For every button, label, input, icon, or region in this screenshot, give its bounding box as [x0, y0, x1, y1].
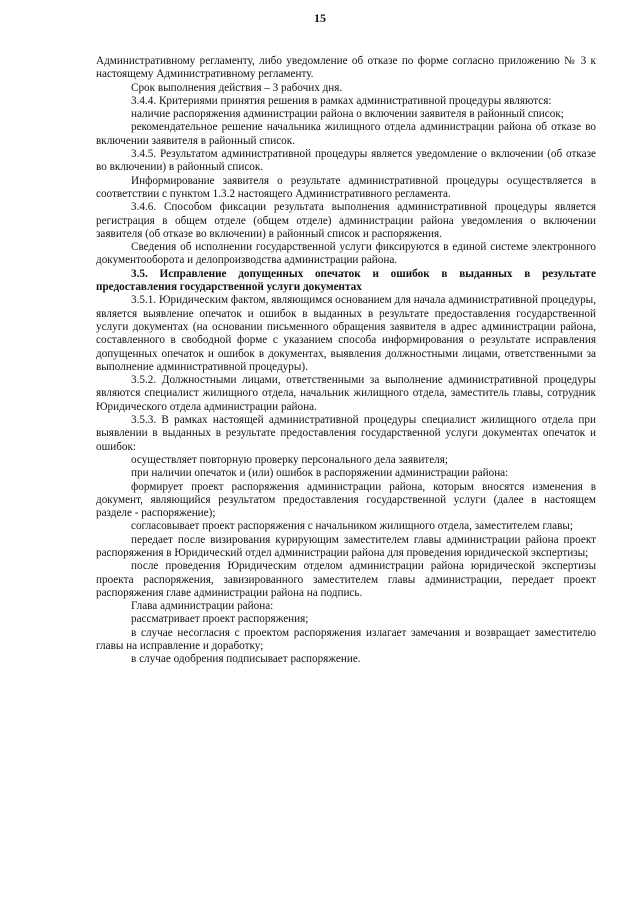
paragraph: Административному регламенту, либо уведомление об отказе по форме согласно приложению № 3 к настоящему Административному регламенту. — [96, 55, 596, 81]
paragraph: в случае несогласия с проектом распоряжения излагает замечания и возвращает заместителю главы на исправление и доработку; — [96, 626, 596, 653]
paragraph: 3.5.2. Должностными лицами, ответственными за выполнение административной процедуры являются специалист жилищного отдела, начальник жилищного отдела, заместитель главы, сотрудник Юридического отдела администрации района. — [96, 374, 596, 413]
paragraph: рассматривает проект распоряжения; — [131, 613, 309, 626]
paragraph: 3.4.4. Критериями принятия решения в рамках административной процедуры являются: — [131, 94, 552, 107]
paragraph: наличие распоряжения администрации района о включении заявителя в районный список; — [131, 108, 564, 121]
paragraph: Глава администрации района: — [131, 600, 274, 613]
paragraph: рекомендательное решение начальника жилищного отдела администрации района об отказе во включении заявителя в районный список. — [96, 121, 596, 147]
paragraph: 3.4.5. Результатом административной процедуры является уведомление о включении (об отказе во включении) в районный список. — [96, 148, 596, 174]
paragraph: 3.4.6. Способом фиксации результата выполнения административной процедуры является регистрация в общем отделе (общем отделе) администрации района уведомления о включении заявителя (об отказе во включении) в районный список и распоряжения. — [96, 201, 596, 240]
paragraph: после проведения Юридическим отделом администрации района юридической экспертизы проекта распоряжения, завизированного заместителем главы администрации, передает проект распоряжения главе администрации района на подпись. — [96, 560, 596, 599]
page-number: 15 — [314, 11, 326, 25]
paragraph: Информирование заявителя о результате административной процедуры осуществляется в соответствии с пунктом 1.3.2 настоящего Административного регламента. — [96, 174, 596, 200]
paragraph: согласовывает проект распоряжения с начальником жилищного отдела, заместителем главы; — [131, 520, 574, 533]
paragraph: осуществляет повторную проверку персонального дела заявителя; — [131, 453, 448, 466]
paragraph: формирует проект распоряжения администрации района, которым вносятся изменения в документ, являющийся результатом предоставления государственной услуги (далее в настоящем разделе - распоряжение); — [96, 480, 596, 520]
section-heading: 3.5. Исправление допущенных опечаток и ошибок в выданных в результате предоставления государственной услуги документах — [96, 267, 596, 294]
paragraph: при наличии опечаток и (или) ошибок в распоряжении администрации района: — [131, 467, 509, 480]
paragraph: Сведения об исполнении государственной услуги фиксируются в единой системе электронного документооборота и делопроизводства администрации района. — [96, 241, 596, 267]
paragraph: передает после визирования курирующим заместителем главы администрации района проект распоряжения в Юридический отдел администрации района для проведения юридической экспертизы; — [96, 533, 596, 559]
paragraph: Срок выполнения действия – 3 рабочих дня. — [131, 81, 343, 94]
paragraph: 3.5.3. В рамках настоящей административной процедуры специалист жилищного отдела при выявлении в выданных в результате предоставления государственной услуги документах опечаток и ошибок: — [96, 414, 596, 453]
paragraph: в случае одобрения подписывает распоряжение. — [131, 653, 361, 666]
document-body — [96, 55, 596, 667]
paragraph: 3.5.1. Юридическим фактом, являющимся основанием для начала административной процедуры, является выявление опечаток и ошибок в выданных в результате предоставления государственной услуги документах (на основании письменного обращения заявителя в адрес администрации района, составленного в свободной форме с указанием способа информирования о результате исправления допущенных опечаток и ошибок в документах, выявления должностными лицами, ответственными за выполнение административной процедуры). — [96, 294, 596, 373]
